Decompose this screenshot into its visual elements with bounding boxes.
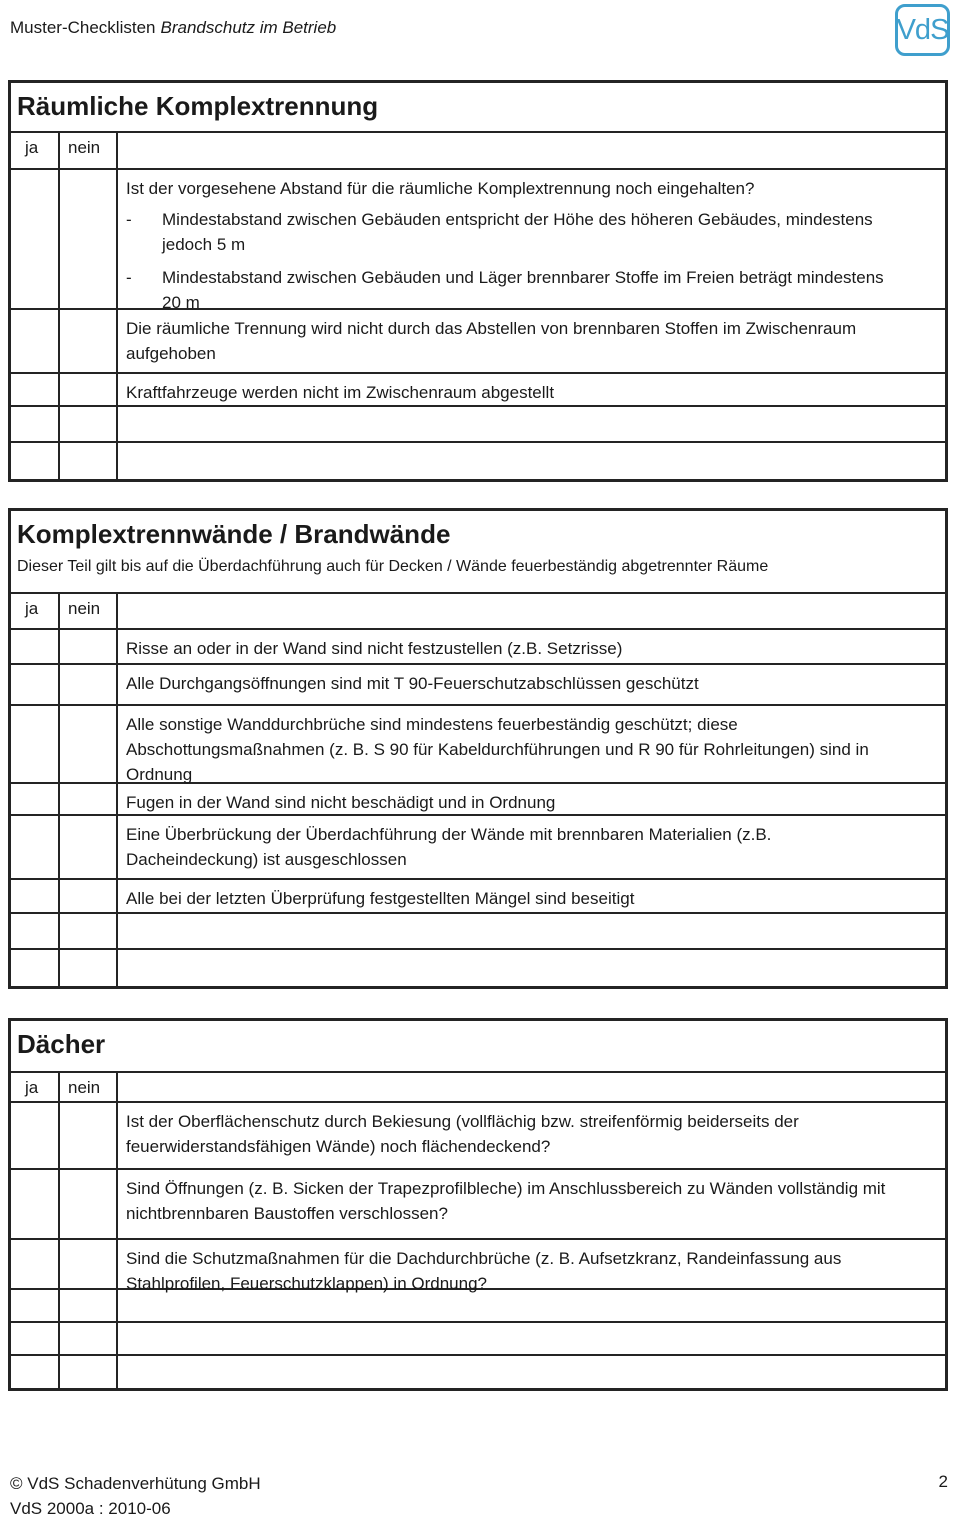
ja-checkbox-cell[interactable]: [11, 170, 60, 308]
section-subtitle: Dieser Teil gilt bis auf die Überdachführung auch für Decken / Wände feuerbeständig abgetrennter Räume: [17, 558, 769, 575]
nein-checkbox-cell[interactable]: [60, 706, 118, 782]
nein-checkbox-cell[interactable]: [60, 630, 118, 663]
question-cell: [118, 784, 945, 814]
checklist-row: [11, 170, 945, 310]
question-text: Alle sonstige Wanddurchbrüche sind mindestens feuerbeständig geschützt; diese Abschottungsmaßnahmen (z. B. S 90 für Kabeldurchführungen und R 90 für Rohrleitungen) sind in Ordnung: [126, 715, 869, 784]
question-text: Kraftfahrzeuge werden nicht im Zwischenraum abgestellt: [126, 383, 555, 402]
nein-checkbox-cell[interactable]: [60, 1356, 118, 1388]
nein-checkbox-cell[interactable]: [60, 665, 118, 704]
question-cell: [118, 310, 945, 372]
ja-checkbox-cell[interactable]: [11, 630, 60, 663]
ja-checkbox-cell[interactable]: [11, 407, 60, 441]
section-title: Dächer: [17, 1029, 106, 1059]
section-title-row: [11, 1021, 945, 1073]
bullet-text: Mindestabstand zwischen Gebäuden entspricht der Höhe des höheren Gebäudes, mindestens jedoch 5 m: [162, 210, 873, 254]
checklist-row: [11, 706, 945, 784]
column-header-row: [11, 1073, 945, 1103]
question-cell: [118, 665, 945, 704]
question-column-header: [118, 594, 945, 628]
nein-checkbox-cell[interactable]: [60, 784, 118, 814]
question-text: Risse an oder in der Wand sind nicht festzustellen (z.B. Setzrisse): [126, 639, 623, 658]
nein-checkbox-cell[interactable]: [60, 880, 118, 912]
ja-column-header: ja: [11, 1073, 60, 1101]
nein-checkbox-cell[interactable]: [60, 1240, 118, 1288]
nein-checkbox-cell[interactable]: [60, 914, 118, 948]
question-column-header: [118, 1073, 945, 1101]
checklist-row: [11, 1170, 945, 1240]
nein-checkbox-cell[interactable]: [60, 374, 118, 405]
empty-entry-cell: [118, 1356, 945, 1388]
question-cell: [118, 1170, 945, 1238]
bullet-text: Mindestabstand zwischen Gebäuden und Läger brennbarer Stoffe im Freien beträgt mindestens 20 m: [162, 268, 884, 312]
empty-row: [11, 1356, 945, 1388]
empty-row: [11, 443, 945, 479]
nein-checkbox-cell[interactable]: [60, 1103, 118, 1168]
question-cell: [118, 880, 945, 912]
empty-row: [11, 914, 945, 950]
checklist-row: [11, 816, 945, 880]
nein-checkbox-cell[interactable]: [60, 1323, 118, 1354]
checklist-row: [11, 374, 945, 407]
empty-entry-cell: [118, 407, 945, 441]
ja-checkbox-cell[interactable]: [11, 816, 60, 878]
question-cell: [118, 630, 945, 663]
question-text: Alle bei der letzten Überprüfung festgestellten Mängel sind beseitigt: [126, 889, 635, 908]
ja-column-header: ja: [11, 594, 60, 628]
section-title-row: [11, 511, 945, 594]
nein-checkbox-cell[interactable]: [60, 950, 118, 986]
ja-checkbox-cell[interactable]: [11, 374, 60, 405]
checklist-row: [11, 784, 945, 816]
ja-checkbox-cell[interactable]: [11, 443, 60, 479]
footer-copyright: © VdS Schadenverhütung GmbH: [10, 1474, 261, 1493]
ja-checkbox-cell[interactable]: [11, 1323, 60, 1354]
nein-checkbox-cell[interactable]: [60, 170, 118, 308]
ja-checkbox-cell[interactable]: [11, 706, 60, 782]
nein-checkbox-cell[interactable]: [60, 1290, 118, 1321]
vds-logo-text: VdS: [896, 13, 949, 46]
question-cell: [118, 706, 945, 782]
ja-checkbox-cell[interactable]: [11, 914, 60, 948]
page-footer: [10, 1471, 261, 1516]
question-cell: [118, 816, 945, 878]
bullet-item: [126, 207, 895, 257]
column-header-row: [11, 133, 945, 170]
ja-checkbox-cell[interactable]: [11, 665, 60, 704]
document-title: Muster-Checklisten: [10, 18, 156, 37]
section-title-row: [11, 83, 945, 133]
vds-logo: [895, 4, 950, 56]
nein-checkbox-cell[interactable]: [60, 310, 118, 372]
checklist-table-daecher: [8, 1018, 948, 1391]
section-title: Räumliche Komplextrennung: [17, 91, 379, 121]
nein-column-header: nein: [60, 594, 118, 628]
bullet-dash: -: [126, 210, 132, 229]
empty-row: [11, 407, 945, 443]
empty-entry-cell: [118, 950, 945, 986]
question-cell: [118, 170, 945, 312]
checklist-row: [11, 880, 945, 914]
checklist-table-raeumliche-komplextrennung: [8, 80, 948, 482]
document-header: [10, 18, 336, 38]
footer-document-code: VdS 2000a : 2010-06: [10, 1499, 171, 1516]
question-text: Ist der vorgesehene Abstand für die räumliche Komplextrennung noch eingehalten?: [126, 179, 755, 198]
question-text: Alle Durchgangsöffnungen sind mit T 90-Feuerschutzabschlüssen geschützt: [126, 674, 699, 693]
nein-checkbox-cell[interactable]: [60, 443, 118, 479]
ja-checkbox-cell[interactable]: [11, 310, 60, 372]
empty-entry-cell: [118, 443, 945, 479]
question-text: Sind die Schutzmaßnahmen für die Dachdurchbrüche (z. B. Aufsetzkranz, Randeinfassung aus Stahlprofilen, Feuerschutzklappen) in Ordnung?: [126, 1249, 842, 1293]
bullet-dash: -: [126, 268, 132, 287]
question-text: Sind Öffnungen (z. B. Sicken der Trapezprofilbleche) im Anschlussbereich zu Wänden vollständig mit nichtbrennbaren Baustoffen verschlossen?: [126, 1179, 886, 1223]
empty-row: [11, 1323, 945, 1356]
empty-row: [11, 1290, 945, 1323]
question-text: Fugen in der Wand sind nicht beschädigt und in Ordnung: [126, 793, 556, 812]
nein-checkbox-cell[interactable]: [60, 816, 118, 878]
checklist-row: [11, 1103, 945, 1170]
document-title-italic: Brandschutz im Betrieb: [160, 18, 337, 37]
question-column-header: [118, 133, 945, 168]
ja-column-header: ja: [11, 133, 60, 168]
ja-checkbox-cell[interactable]: [11, 950, 60, 986]
empty-entry-cell: [118, 1290, 945, 1321]
question-text: Eine Überbrückung der Überdachführung der Wände mit brennbaren Materialien (z.B. Dacheindeckung) ist ausgeschlossen: [126, 825, 772, 869]
empty-entry-cell: [118, 914, 945, 948]
bullet-item: [126, 265, 895, 315]
question-text: Die räumliche Trennung wird nicht durch das Abstellen von brennbaren Stoffen im Zwischenraum aufgehoben: [126, 319, 857, 363]
ja-checkbox-cell[interactable]: [11, 1290, 60, 1321]
nein-checkbox-cell[interactable]: [60, 407, 118, 441]
ja-checkbox-cell[interactable]: [11, 1103, 60, 1168]
column-header-row: [11, 594, 945, 630]
question-cell: [118, 1240, 945, 1293]
ja-checkbox-cell[interactable]: [11, 1356, 60, 1388]
ja-checkbox-cell[interactable]: [11, 1240, 60, 1288]
nein-column-header: nein: [60, 1073, 118, 1101]
nein-checkbox-cell[interactable]: [60, 1170, 118, 1238]
question-cell: [118, 374, 945, 405]
question-cell: [118, 1103, 945, 1168]
ja-checkbox-cell[interactable]: [11, 880, 60, 912]
checklist-table-komplextrennwaende-brandwaende: [8, 508, 948, 989]
ja-checkbox-cell[interactable]: [11, 1170, 60, 1238]
checklist-row: [11, 1240, 945, 1293]
empty-entry-cell: [118, 1323, 945, 1354]
checklist-row: [11, 630, 945, 665]
question-text: Ist der Oberflächenschutz durch Bekiesung (vollflächig bzw. streifenförmig beiderseits der feuerwiderstandsfähigen Wände) noch flächendeckend?: [126, 1112, 799, 1156]
section-title: Komplextrennwände / Brandwände: [17, 519, 451, 549]
page-number: 2: [938, 1472, 948, 1491]
ja-checkbox-cell[interactable]: [11, 784, 60, 814]
nein-column-header: nein: [60, 133, 118, 168]
checklist-row: [11, 310, 945, 374]
empty-row: [11, 950, 945, 986]
checklist-row: [11, 665, 945, 706]
